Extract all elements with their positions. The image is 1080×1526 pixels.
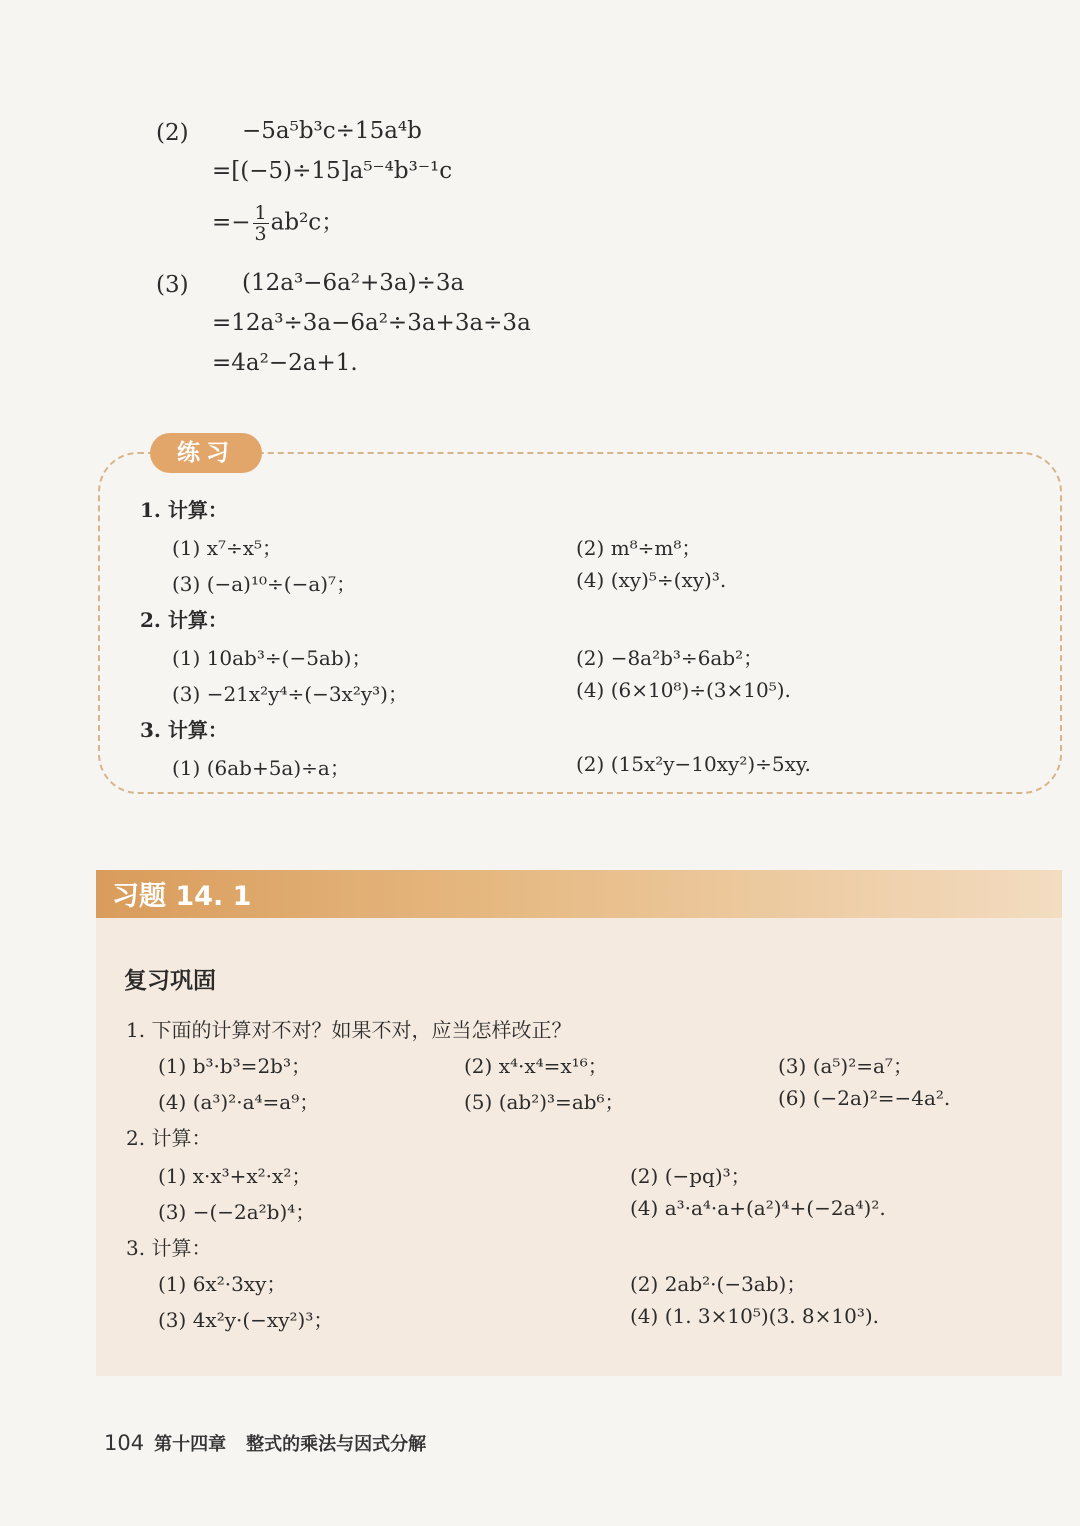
exercise-1-item-1: (1) b³·b³=2b³；	[158, 1054, 311, 1078]
fraction-numerator: 1	[254, 202, 267, 224]
practice-q3-heading: 3. 计算：	[140, 718, 228, 742]
line-3-suffix: ab²c；	[270, 209, 345, 236]
exercise-3-item-3: (3) 4x²y·(−xy²)³；	[158, 1308, 334, 1332]
exercise-2-item-1: (1) x·x³+x²·x²；	[158, 1164, 312, 1188]
page-number: 104	[104, 1431, 145, 1455]
exercise-3-item-4: (4) (1. 3×10⁵)(3. 8×10³).	[630, 1304, 880, 1328]
practice-q1-item-4: (4) (xy)⁵÷(xy)³.	[576, 568, 727, 592]
exercise-1-item-4: (4) (a³)²·a⁴=a⁹；	[158, 1090, 320, 1114]
practice-tab: 练习	[150, 433, 262, 473]
practice-q2-item-4: (4) (6×10⁸)÷(3×10⁵).	[576, 678, 791, 702]
exercise-2-item-3: (3) −(−2a²b)⁴；	[158, 1200, 316, 1224]
exercise-1-item-5: (5) (ab²)³=ab⁶；	[464, 1090, 625, 1114]
line-3-prefix: =−	[212, 209, 251, 236]
exercise-1-item-2: (2) x⁴·x⁴=x¹⁶；	[464, 1054, 608, 1078]
example-part-3-line-1: (12a³−6a²+3a)÷3a	[242, 270, 465, 296]
practice-q2-item-1: (1) 10ab³÷(−5ab)；	[172, 646, 372, 670]
exercise-1-heading: 1. 下面的计算对不对？如果不对，应当怎样改正？	[126, 1018, 572, 1042]
example-part-2-line-3	[212, 203, 344, 244]
example-part-2-line-2: =[(−5)÷15]a⁵⁻⁴b³⁻¹c	[212, 158, 453, 184]
practice-q1-item-3: (3) (−a)¹⁰÷(−a)⁷；	[172, 572, 357, 596]
exercise-3-heading: 3. 计算：	[126, 1236, 212, 1260]
exercise-2-item-4: (4) a³·a⁴·a+(a²)⁴+(−2a⁴)².	[630, 1196, 886, 1220]
example-part-3-line-2: =12a³÷3a−6a²÷3a+3a÷3a	[212, 310, 531, 336]
practice-q2-item-3: (3) −21x²y⁴÷(−3x²y³)；	[172, 682, 408, 706]
practice-q1-item-2: (2) m⁸÷m⁸；	[576, 536, 702, 560]
fraction-denominator: 3	[254, 223, 267, 245]
exercises-subtitle: 复习巩固	[124, 968, 216, 994]
practice-q3-item-2: (2) (15x²y−10xy²)÷5xy.	[576, 752, 811, 776]
example-part-3-line-3: =4a²−2a+1.	[212, 350, 358, 376]
exercises-title: 习题 14. 1	[112, 881, 252, 912]
practice-q3-item-1: (1) (6ab+5a)÷a；	[172, 756, 350, 780]
example-part-2-line-1: −5a⁵b³c÷15a⁴b	[242, 118, 422, 144]
exercise-2-item-2: (2) (−pq)³；	[630, 1164, 751, 1188]
exercise-3-item-1: (1) 6x²·3xy；	[158, 1272, 287, 1296]
example-part-3-label: (3)	[156, 272, 189, 298]
practice-q2-heading: 2. 计算：	[140, 608, 228, 632]
practice-q1-item-1: (1) x⁷÷x⁵；	[172, 536, 283, 560]
exercise-2-heading: 2. 计算：	[126, 1126, 212, 1150]
exercise-3-item-2: (2) 2ab²·(−3ab)；	[630, 1272, 807, 1296]
chapter-title: 整式的乘法与因式分解	[246, 1434, 427, 1455]
page-footer	[104, 1430, 426, 1456]
practice-q1-heading: 1. 计算：	[140, 498, 228, 522]
practice-box	[98, 452, 1062, 794]
exercise-1-item-6: (6) (−2a)²=−4a².	[778, 1086, 951, 1110]
practice-q2-item-2: (2) −8a²b³÷6ab²；	[576, 646, 764, 670]
chapter-number: 第十四章	[154, 1434, 227, 1455]
fraction	[253, 203, 269, 244]
exercise-1-item-3: (3) (a⁵)²=a⁷；	[778, 1054, 913, 1078]
example-part-2-label: (2)	[156, 120, 189, 146]
